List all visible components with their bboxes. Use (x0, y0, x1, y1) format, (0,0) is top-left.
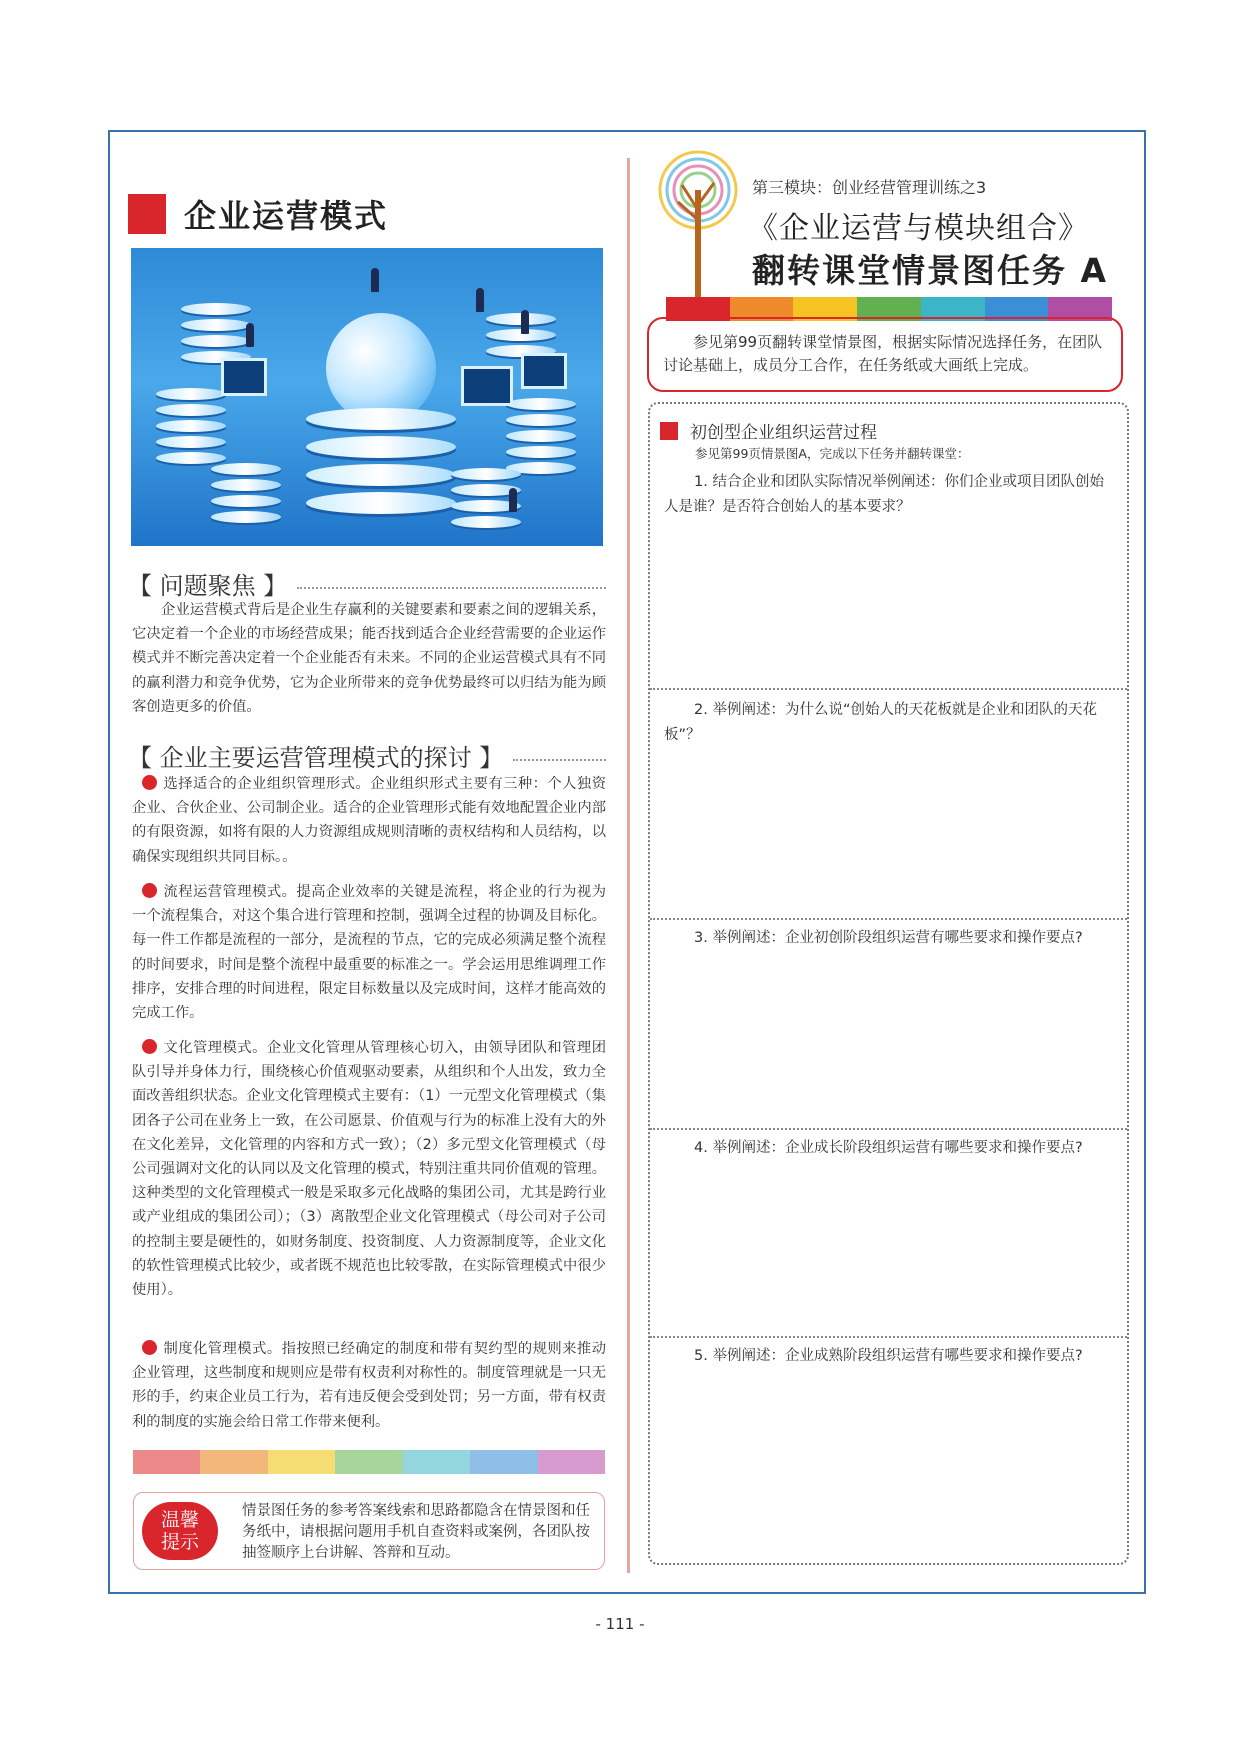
question-3: 3. 举例阐述：企业初创阶段组织运营有哪些要求和操作要点? (694, 930, 1083, 946)
paragraph-text: 制度化管理模式。指按照已经确定的制度和带有契约型的规则来推动企业管理，这些制度和规则应是带有权责利对称性的。制度管理就是一只无形的手，约束企业员工行为，若有违反便会受到处罚；另一方面，带有权责利的制度的实施会给日常工作带来便利。 (132, 1341, 606, 1430)
dotted-separator (650, 688, 1127, 690)
server-stack-icon (306, 408, 456, 520)
rainbow-segment (538, 1450, 605, 1474)
dotted-rule (513, 759, 606, 761)
rainbow-segment (200, 1450, 267, 1474)
question-4: 4. 举例阐述：企业成长阶段组织运营有哪些要求和操作要点? (694, 1140, 1083, 1156)
focus-heading (128, 566, 606, 601)
globe-icon (326, 313, 436, 423)
focus-paragraph: 企业运营模式背后是企业生存赢利的关键要素和要素之间的逻辑关系，它决定着一个企业的市场经营成果；能否找到适合企业经营需要的企业运作模式并不断完善决定着一个企业能否有未来。不同的企业运营模式具有不同的赢利潜力和竞争优势，它为企业所带来的竞争优势最终可以归结为能为顾客创造更多的价值。 (132, 602, 606, 715)
rainbow-segment (133, 1450, 200, 1474)
person-icon (476, 288, 484, 312)
server-stack-icon (211, 463, 281, 527)
tip-badge (142, 1502, 218, 1560)
person-icon (509, 488, 517, 512)
server-stack-icon (506, 398, 576, 478)
red-bullet-icon (142, 883, 157, 898)
dotted-rule (297, 587, 606, 589)
person-icon (246, 323, 254, 347)
person-icon (521, 310, 529, 334)
question-5: 5. 举例阐述：企业成熟阶段组织运营有哪些要求和操作要点? (694, 1348, 1083, 1364)
red-square-icon (660, 422, 678, 440)
tip-badge-text: 温馨提示 (160, 1509, 199, 1553)
rainbow-segment (335, 1450, 402, 1474)
paragraph-text: 选择适合的企业组织管理形式。企业组织形式主要有三种：个人独资企业、合伙企业、公司制企业。适合的企业管理形式能有效地配置企业内部的有限资源，如将有限的人力资源组成规则清晰的责权结构和人员结构，以确保实现组织共同目标。。 (132, 776, 606, 865)
task-subheading: 参见第99页情景图A，完成以下任务并翻转课堂： (695, 446, 970, 461)
section-title-text: 企业运营模式 (184, 197, 389, 235)
focus-heading-text: 【 问题聚焦 】 (128, 572, 288, 600)
task-box (648, 402, 1129, 1565)
module-label: 第三模块：创业经营管理训练之3 (752, 178, 987, 197)
explore-heading (128, 738, 606, 773)
task-heading-text: 初创型企业组织运营过程 (690, 423, 877, 443)
paragraph-organization (132, 772, 606, 869)
paragraph-text: 流程运营管理模式。提高企业效率的关键是流程，将企业的行为视为一个流程集合，对这个集合进行管理和控制，强调全过程的协调及目标化。每一件工作都是流程的一部分，是流程的节点，它的完成必须满足整个流程的时间要求，时间是整个流程中最重要的标准之一。学会运用思维调理工作排序，安排合理的时间进程，限定目标数量以及完成时间，这样才能高效的完成工作。 (132, 884, 606, 1022)
rainbow-bar (133, 1450, 605, 1474)
dotted-separator (650, 918, 1127, 920)
red-square-icon (128, 194, 166, 234)
rainbow-segment (403, 1450, 470, 1474)
hero-illustration (131, 248, 603, 546)
question-2: 2. 举例阐述：为什么说“创始人的天花板就是企业和团队的天花板”？ (664, 702, 1097, 743)
rainbow-segment (470, 1450, 537, 1474)
server-stack-icon (156, 388, 226, 468)
monitor-icon (461, 366, 513, 406)
paragraph-system (132, 1337, 606, 1434)
intro-box: 参见第99页翻转课堂情景图，根据实际情况选择任务，在团队讨论基础上，成员分工合作，在任务纸或大画纸上完成。 (647, 317, 1123, 392)
monitor-icon (221, 358, 267, 396)
paragraph-culture (132, 1036, 606, 1302)
section-title (128, 192, 388, 236)
rainbow-segment (268, 1450, 335, 1474)
question-1: 1. 结合企业和团队实际情况举例阐述：你们企业或项目团队创始人是谁？是否符合创始人的基本要求？ (664, 474, 1104, 515)
tree-logo-icon (656, 150, 740, 298)
laptop-icon (521, 353, 567, 389)
person-icon (371, 268, 379, 292)
tip-text: 情景图任务的参考答案线索和思路都隐含在情景图和任务纸中，请根据问题用手机自查资料或案例，各团队按抽签顺序上台讲解、答辩和互动。 (242, 1503, 590, 1561)
task-heading (660, 418, 877, 443)
column-divider (627, 158, 630, 1573)
page-number: - 111 - (595, 1615, 645, 1633)
page-title: 《企业运营与模块组合》 (748, 211, 1089, 246)
tip-box (133, 1492, 605, 1570)
dotted-separator (650, 1336, 1127, 1338)
paragraph-process (132, 880, 606, 1025)
red-bullet-icon (142, 775, 157, 790)
page-subtitle: 翻转课堂情景图任务 A (752, 251, 1109, 290)
dotted-separator (650, 1128, 1127, 1130)
red-bullet-icon (142, 1039, 157, 1054)
explore-heading-text: 【 企业主要运营管理模式的探讨 】 (128, 744, 504, 772)
paragraph-text: 文化管理模式。企业文化管理从管理核心切入，由领导团队和管理团队引导并身体力行，围绕核心价值观驱动要素，从组织和个人出发，致力全面改善组织状态。企业文化管理模式主要有：（1）一元型文化管理模式（集团各子公司在业务上一致，在公司愿景、价值观与行为的标准上没有大的外在文化差异，文化管理的内容和方式一致）；（2）多元型文化管理模式（母公司强调对文化的认同以及文化管理的模式，特别注重共同价值观的管理。这种类型的文化管理模式一般是采取多元化战略的集团公司，尤其是跨行业或产业组成的集团公司）；（3）离散型企业文化管理模式（母公司对子公司的控制主要是硬性的，如财务制度、投资制度、人力资源制度等，企业文化的软性管理模式比较少，或者既不规范也比较零散，在实际管理模式中很少使用）。 (132, 1040, 606, 1299)
red-bullet-icon (142, 1340, 157, 1355)
